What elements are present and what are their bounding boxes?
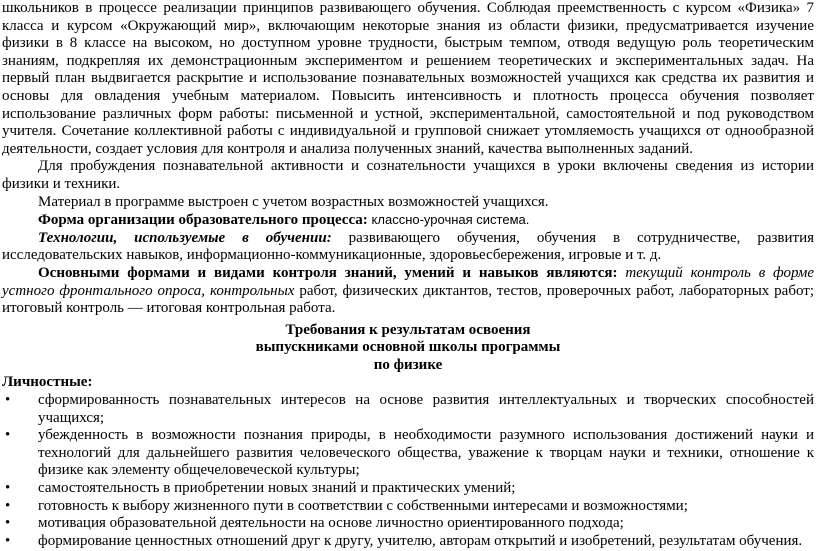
bullet-icon: • [5, 515, 11, 532]
tech-paragraph [2, 230, 814, 265]
bullet-icon: • [5, 480, 11, 497]
bullet-icon: • [5, 427, 11, 444]
heading-line-1: Требования к результатам освоения [285, 321, 531, 338]
form-value: классно-урочная система. [371, 212, 530, 228]
control-rest: работ, физических диктантов, тестов, проверочных работ, лабораторных работ; итоговый контроль — итоговая контрольная работа. [2, 282, 814, 317]
tech-label: Технологии, используемые в обучении: [38, 229, 332, 246]
personal-title: Личностные: [2, 374, 93, 391]
age-paragraph: Материал в программе выстроен с учетом возрастных возможностей учащихся. [38, 193, 549, 210]
list-item: • готовность к выбору жизненного пути в соответствии с собственными интересами и возможностями; [5, 497, 688, 514]
control-italic: текущий контроль в форме устного фронтального опроса, контрольных [2, 264, 814, 299]
list-item: • формирование ценностных отношений друг к другу, учителю, авторам открытий и изобретений, результатам обучения. [5, 532, 803, 549]
bullet-icon: • [5, 392, 11, 409]
form-paragraph [2, 211, 814, 230]
form-label: Форма организации образовательного процесса: [38, 212, 368, 229]
personal-list [2, 392, 814, 550]
heading-line-3: по физике [373, 356, 443, 373]
intro-paragraph: школьников в процессе реализации принципов развивающего обучения. Соблюдая преемственность с курсом «Физика» 7 класса и курсом «Окружающий мир», включающим некоторые знания из области физики, предусматривается изучение физики в 8 классе на высоком, но доступном уровне трудности, быстрым темпом, отводя ведущую роль теоретическим знаниям, подкрепляя их демонстрационным экспериментом и решением теоретических и экспериментальных задач. На первый план выдвигается раскрытие и использование познавательных возможностей учащихся как средства их развития и основы для овладения учебным материалом. Повысить интенсивность и плотность процесса обучения позволяет использование различных форм работы: письменной и устной, экспериментальной, самостоятельной и под руководством учителя. Сочетание коллективной работы с индивидуальной и групповой снижает утомляемость учащихся от однообразной деятельности, создает условия для контроля и анализа полученных знаний, качества выполненных заданий. [2, 0, 814, 157]
history-paragraph: Для пробуждения познавательной активности и сознательности учащихся в уроки включены сведения из истории физики и техники. [2, 158, 814, 192]
list-item: • мотивация образовательной деятельности на основе личностно ориентированного подхода; [5, 515, 624, 532]
tech-value: развивающего обучения, обучения в сотрудничестве, развития исследовательских навыков, информационно-коммуникационные, здоровьесбережения, игровые и т. д. [2, 229, 815, 264]
requirements-heading [2, 322, 814, 375]
control-label: Основными формами и видами контроля знаний, умений и навыков являются: [38, 264, 618, 281]
bullet-icon: • [5, 532, 11, 549]
control-paragraph [2, 265, 814, 318]
heading-line-2: выпускниками основной школы программы [255, 339, 561, 356]
list-item: • самостоятельность в приобретении новых знаний и практических умений; [5, 480, 516, 497]
list-item: • сформированность познавательных интересов на основе развития интеллектуальных и творческих способностей учащихся; [5, 392, 814, 426]
list-item: • убежденность в возможности познания природы, в необходимости разумного использования достижений науки и технологий для дальнейшего развития человеческого общества, уважение к творцам науки и техники, отношение к физике как элементу общечеловеческой культуры; [5, 427, 814, 479]
bullet-icon: • [5, 497, 11, 514]
